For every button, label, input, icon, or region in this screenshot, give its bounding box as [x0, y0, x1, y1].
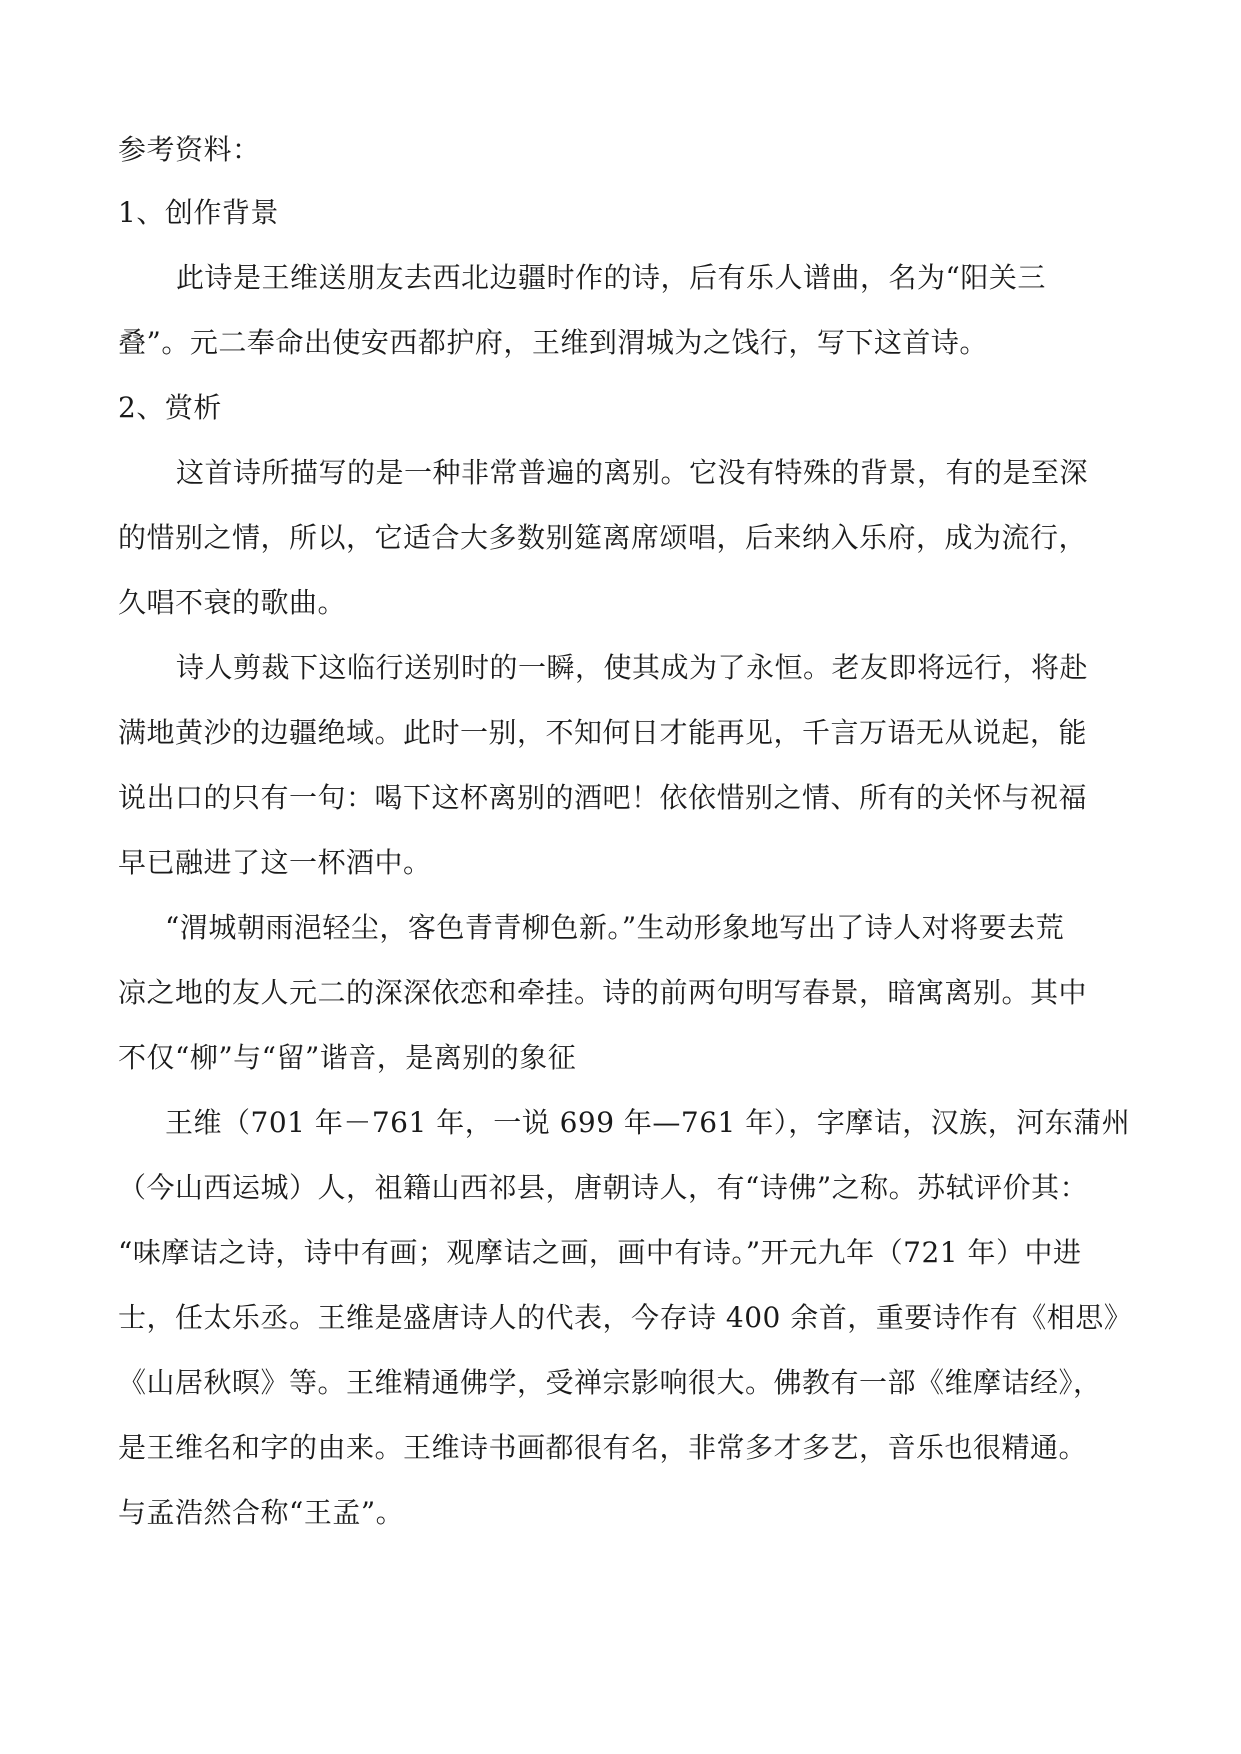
- section-title-background: 1、创作背景: [118, 196, 279, 229]
- appreciation-line: 久唱不衰的歌曲。: [118, 586, 347, 619]
- appreciation-line: 说出口的只有一句：喝下这杯离别的酒吧！依依惜别之情、所有的关怀与祝福: [118, 781, 1088, 814]
- appreciation-line: 满地黄沙的边疆绝域。此时一别，不知何日才能再见，千言万语无从说起，能: [118, 716, 1088, 749]
- appreciation-line: 这首诗所描写的是一种非常普遍的离别。它没有特殊的背景，有的是至深: [176, 456, 1089, 489]
- biography-line: 是王维名和字的由来。王维诗书画都很有名，非常多才多艺，音乐也很精通。: [118, 1431, 1088, 1464]
- appreciation-line: 早已融进了这一杯酒中。: [118, 846, 432, 879]
- appreciation-line: 的惜别之情，所以，它适合大多数别筵离席颂唱，后来纳入乐府，成为流行，: [118, 521, 1088, 554]
- appreciation-line: 诗人剪裁下这临行送别时的一瞬，使其成为了永恒。老友即将远行，将赴: [176, 651, 1089, 684]
- biography-line: 士，任太乐丞。王维是盛唐诗人的代表，今存诗 400 余首，重要诗作有《相思》: [118, 1301, 1133, 1334]
- background-line: 叠”。元二奉命出使安西都护府，王维到渭城为之饯行，写下这首诗。: [118, 326, 988, 359]
- section-title-appreciation: 2、赏析: [118, 391, 222, 424]
- biography-line: （今山西运城）人，祖籍山西祁县，唐朝诗人，有“诗佛”之称。苏轼评价其：: [118, 1171, 1089, 1204]
- reference-heading: 参考资料：: [118, 133, 261, 166]
- background-line: 此诗是王维送朋友去西北边疆时作的诗，后有乐人谱曲，名为“阳关三: [176, 261, 1046, 294]
- appreciation-line: 凉之地的友人元二的深深依恋和牵挂。诗的前两句明写春景，暗寓离别。其中: [118, 976, 1088, 1009]
- biography-line: 《山居秋暝》等。王维精通佛学，受禅宗影响很大。佛教有一部《维摩诘经》，: [118, 1366, 1102, 1399]
- biography-line: “味摩诘之诗，诗中有画；观摩诘之画，画中有诗。”开元九年（721 年）中进: [118, 1236, 1082, 1269]
- appreciation-line: 不仅“柳”与“留”谐音，是离别的象征: [118, 1041, 577, 1074]
- biography-line: 与孟浩然合称“王孟”。: [118, 1496, 405, 1529]
- appreciation-line: “渭城朝雨浥轻尘，客色青青柳色新。”生动形象地写出了诗人对将要去荒: [165, 911, 1065, 944]
- biography-line: 王维（701 年－761 年，一说 699 年—761 年），字摩诘，汉族，河东蒲州: [165, 1106, 1131, 1139]
